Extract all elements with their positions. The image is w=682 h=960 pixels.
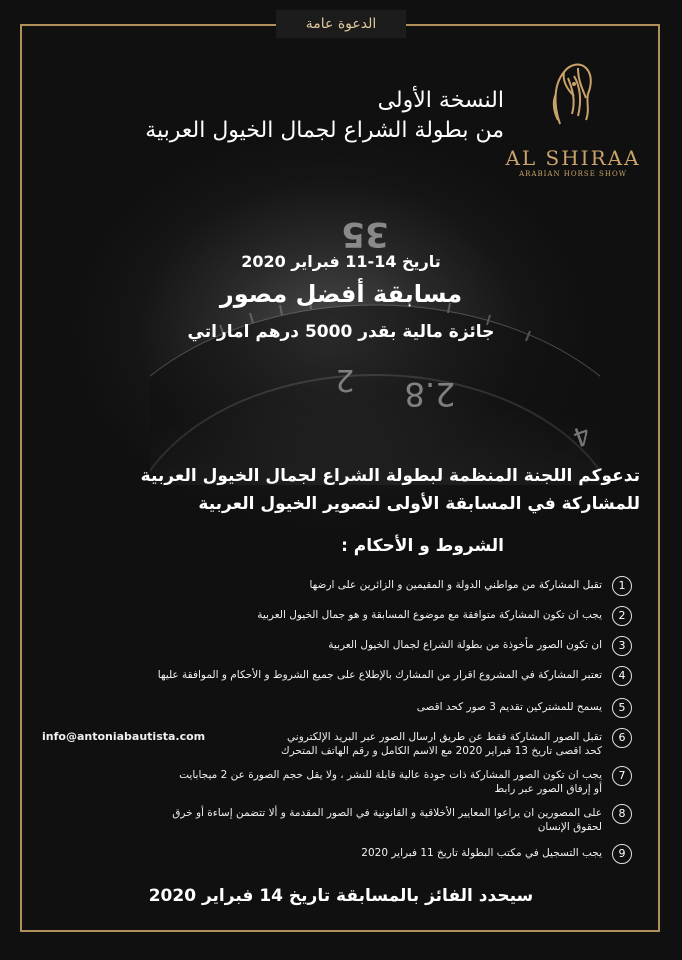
rule-text: يجب ان تكون المشاركة متوافقة مع موضوع المسابقة و هو جمال الخيول العربية <box>257 609 602 621</box>
contest-title: مسابقة أفضل مصور <box>219 280 463 308</box>
dial-number-28: 2.8 <box>404 375 456 413</box>
rule-text: تقبل الصور المشاركة فقط عن طريق ارسال الصور عبر البريد الإلكتروني <box>287 731 602 743</box>
rule-text-line-2: لحقوق الإنسان <box>537 821 602 833</box>
rule-item <box>42 636 632 658</box>
rule-text: يجب التسجيل في مكتب البطولة تاريخ 11 فبراير 2020 <box>361 847 602 859</box>
rule-item <box>42 766 632 800</box>
invitation-line-2: للمشاركة في المسابقة الأولى لتصوير الخيول العربية <box>198 494 640 514</box>
rule-number-badge: 7 <box>612 766 632 786</box>
rule-text: يجب ان تكون الصور المشاركة ذات جودة عالية قابلة للنشر ، ولا يقل حجم الصورة عن 2 ميجابايت <box>179 769 602 781</box>
prize-amount: جائزة مالية بقدر 5000 درهم اماراتي <box>187 322 495 342</box>
rule-number-badge: 3 <box>612 636 632 656</box>
edition-heading: النسخة الأولى <box>377 88 504 113</box>
dial-number-2: 2 <box>335 362 355 397</box>
invitation-line-1: تدعوكم اللجنة المنظمة لبطولة الشراع لجمال الخيول العربية <box>140 466 640 486</box>
rule-number-badge: 4 <box>612 666 632 686</box>
rule-text: تقبل المشاركة من مواطني الدولة و المقيمين و الزائرين على ارضها <box>309 579 602 591</box>
rule-text-line-2: أو إرفاق الصور عبر رابط <box>494 783 602 795</box>
logo-brand-name: AL SHIRAA <box>505 146 641 170</box>
rule-item <box>42 606 632 628</box>
public-invitation-label: الدعوة عامة <box>276 10 406 38</box>
rule-item <box>42 698 632 720</box>
dial-number-4: 4 <box>568 418 595 453</box>
championship-heading: من بطولة الشراع لجمال الخيول العربية <box>145 118 504 143</box>
rule-item <box>42 804 632 838</box>
rule-item <box>42 844 632 866</box>
dial-number-35: 35 <box>341 214 389 254</box>
rule-item <box>42 576 632 598</box>
rule-text: تعتبر المشاركة في المشروع اقرار من المشارك بالإطلاع على جميع الشروط و الأحكام و الموافقة عليها <box>157 669 602 681</box>
rule-item <box>42 728 632 762</box>
rule-text: على المصورين ان يراعوا المعايير الأخلاقية و القانونية في الصور المقدمة و ألا تتضمن إساءة أو خرق <box>172 807 602 819</box>
contest-date: تاريخ 14-11 فبراير 2020 <box>241 252 441 271</box>
rule-number-badge: 2 <box>612 606 632 626</box>
terms-heading: الشروط و الأحكام : <box>341 536 504 556</box>
rule-text-line-2: كحد اقصى تاريخ 13 فبراير 2020 مع الاسم الكامل و رقم الهاتف المتحرك <box>280 745 602 757</box>
logo-tagline: ARABIAN HORSE SHOW <box>519 170 627 178</box>
rule-number-badge: 6 <box>612 728 632 748</box>
contact-email[interactable]: info@antoniabautista.com <box>42 730 206 743</box>
rule-text: ان تكون الصور مأخوذة من بطولة الشراع لجمال الخيول العربية <box>328 639 602 651</box>
rule-number-badge: 8 <box>612 804 632 824</box>
rule-item <box>42 666 632 688</box>
rule-number-badge: 5 <box>612 698 632 718</box>
rule-number-badge: 1 <box>612 576 632 596</box>
rule-number-badge: 9 <box>612 844 632 864</box>
winner-announcement: سيحدد الفائز بالمسابقة تاريخ 14 فبراير 2020 <box>148 886 534 906</box>
rule-text: يسمح للمشتركين تقديم 3 صور كحد اقصى <box>416 701 602 713</box>
